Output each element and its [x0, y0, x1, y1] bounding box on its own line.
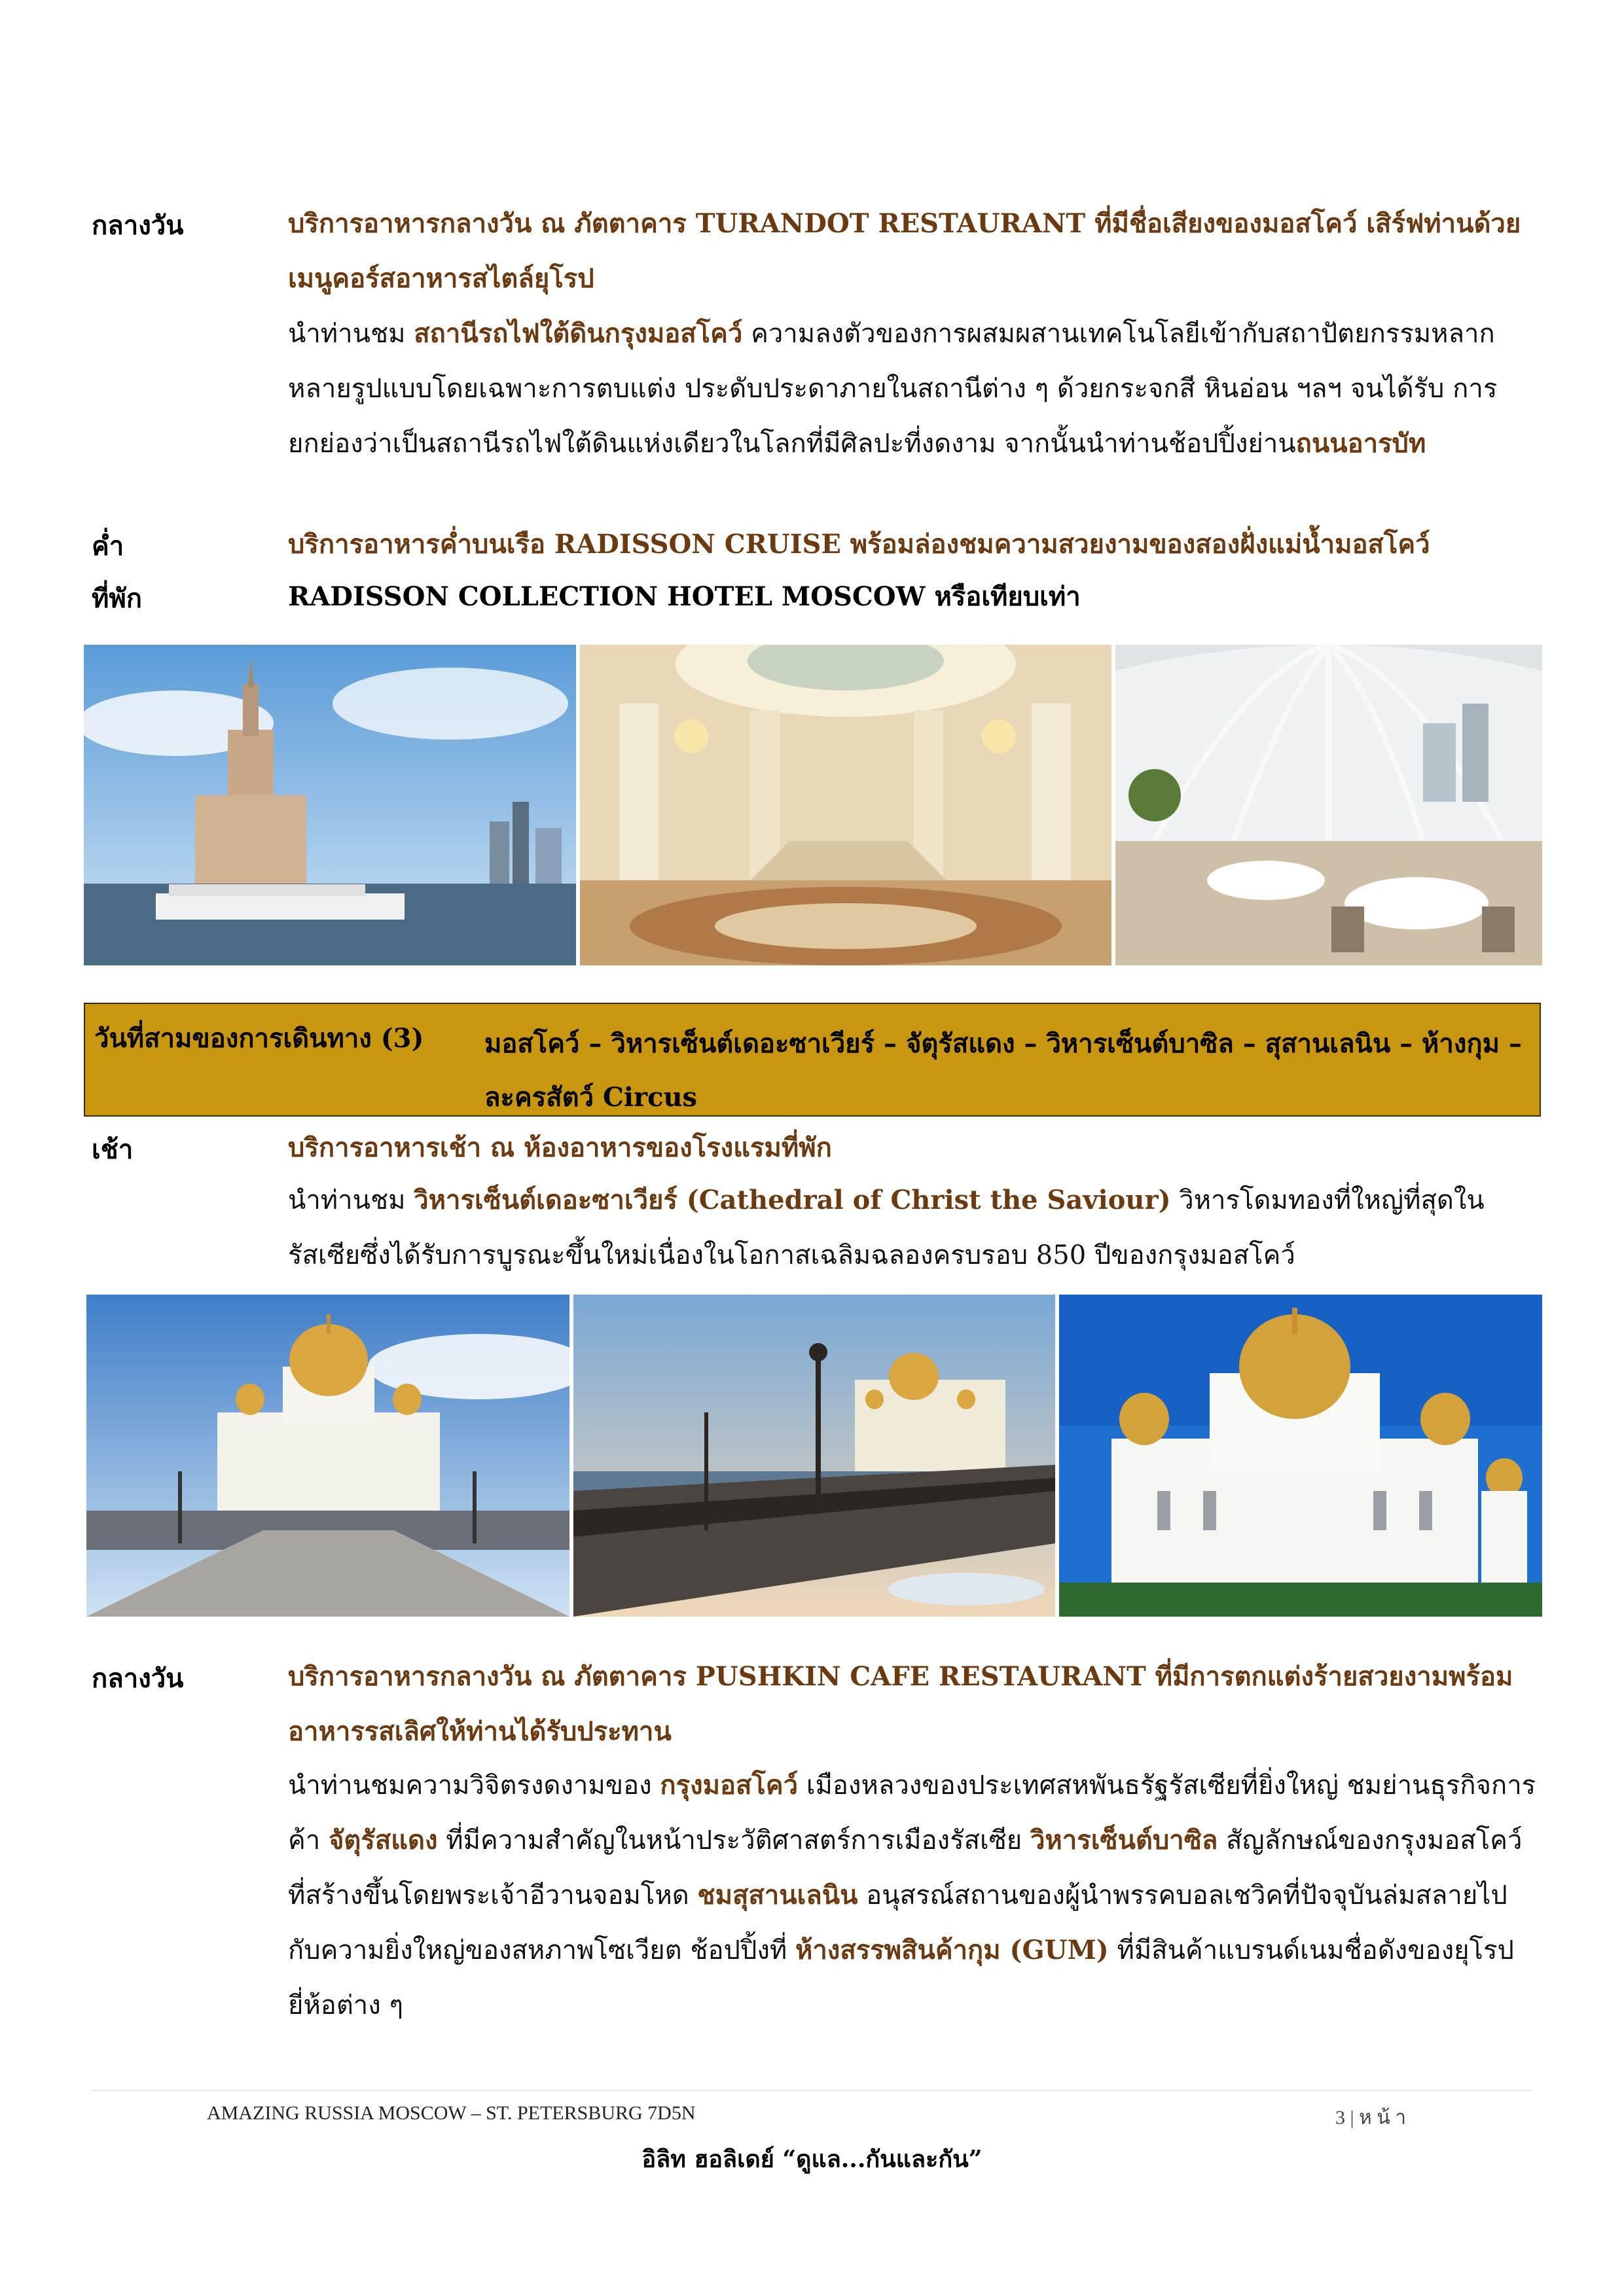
- st-basil-highlight: วิหารเซ็นต์บาซิล: [1030, 1825, 1218, 1856]
- lenin-mausoleum-highlight: ชมสุสานเลนิน: [697, 1880, 858, 1910]
- day3-lunch-label: กลางวัน: [92, 1663, 184, 1694]
- breakfast-description: บริการอาหารเช้า ณ ห้องอาหารของโรงแรมที่พัก: [288, 1132, 832, 1163]
- cathedral-photo-winter: [573, 1295, 1055, 1617]
- day3-header: [84, 1003, 1541, 1117]
- day3-lunch-description: บริการอาหารกลางวัน ณ ภัตตาคาร PUSHKIN CAFE RESTAURANT ที่มีการตกแต่งร้ายสวยงามพร้อมอาหารรสเลิศให้ท่านได้รับประทาน: [288, 1661, 1513, 1747]
- lunch-label: กลางวัน: [92, 210, 184, 241]
- footer-divider: [92, 2090, 1532, 2091]
- hotel-exterior-photo: [84, 645, 576, 965]
- red-square-highlight: จัตุรัสแดง: [328, 1825, 438, 1856]
- hotel-lobby-photo: [580, 645, 1111, 965]
- dinner-label: ค่ำ: [92, 531, 124, 562]
- cathedral-paragraph: นำท่านชม วิหารเซ็นต์เดอะซาเวียร์ (Cathedral of Christ the Saviour) วิหารโดมทองที่ใหญ่ที่สุดในรัสเซียซึ่งได้รับการบูรณะขึ้นใหม่เนื่องในโอกาสเฉลิมฉลองครบรอบ 850 ปีของกรุงมอสโคว์: [288, 1185, 1485, 1270]
- cathedral-highlight: วิหารเซ็นต์เดอะซาเวียร์ (Cathedral of Christ the Saviour): [414, 1185, 1171, 1215]
- cathedral-photo-closeup: [1059, 1295, 1542, 1617]
- breakfast-label: เช้า: [92, 1134, 134, 1165]
- cathedral-photo-bridge: [86, 1295, 569, 1617]
- lunch-description: บริการอาหารกลางวัน ณ ภัตตาคาร TURANDOT RESTAURANT ที่มีชื่อเสียงของมอสโคว์ เสิร์ฟท่านด้วยเมนูคอร์สอาหารสไตล์ยุโรป: [288, 208, 1521, 294]
- dinner-description: บริการอาหารค่ำบนเรือ RADISSON CRUISE พร้อมล่องชมความสวยงามของสองฝั่งแม่น้ำมอสโคว์: [288, 529, 1430, 560]
- metro-visit-paragraph: นำท่านชม สถานีรถไฟใต้ดินกรุงมอสโคว์ ความลงตัวของการผสมผสานเทคโนโลยีเข้ากับสถาปัตยกรรมหลากหลายรูปแบบโดยเฉพาะการตบแต่ง ประดับประดาภายในสถานีต่าง ๆ ด้วยกระจกสี หินอ่อน ฯลฯ จนได้รับ การยกย่องว่าเป็นสถานีรถไฟใต้ดินแห่งเดียวในโลกที่มีศิลปะที่งดงาม จากนั้นนำท่านช้อปปิ้งย่านถนนอารบัท: [288, 318, 1498, 459]
- gum-highlight: ห้างสรรพสินค้ากุม (GUM): [795, 1935, 1109, 1965]
- footer-program-name: AMAZING RUSSIA MOSCOW – ST. PETERSBURG 7D5N: [207, 2102, 696, 2124]
- hotel-description: RADISSON COLLECTION HOTEL MOSCOW หรือเทียบเท่า: [288, 581, 1081, 612]
- moscow-highlight: กรุงมอสโคว์: [660, 1770, 799, 1801]
- day3-header-itinerary: มอสโคว์ – วิหารเซ็นต์เดอะซาเวียร์ – จัตุรัสแดง – วิหารเซ็นต์บาซิล – สุสานเลนิน – ห้างกุม – ละครสัตว์ Circus: [484, 1028, 1522, 1113]
- hotel-label: ที่พัก: [92, 583, 142, 614]
- hotel-restaurant-photo: [1115, 645, 1542, 965]
- footer-company: อิลิท ฮอลิเดย์ “ดูแล...กันและกัน”: [641, 2145, 983, 2173]
- footer-page-number: 3 | ห น้ า: [1335, 2107, 1407, 2128]
- day3-header-title: วันที่สามของการเดินทาง (3): [94, 1023, 424, 1054]
- arbat-street-highlight: ถนนอารบัท: [1295, 428, 1426, 459]
- moscow-tour-paragraph: นำท่านชมความวิจิตรงดงามของ กรุงมอสโคว์ เมืองหลวงของประเทศสหพันธรัฐรัสเซียที่ยิ่งใหญ่ ชมย่านธุรกิจการค้า จัตุรัสแดง ที่มีความสำคัญในหน้าประวัติศาสตร์การเมืองรัสเซีย วิหารเซ็นต์บาซิล สัญลักษณ์ของกรุงมอสโคว์ ที่สร้างขึ้นโดยพระเจ้าอีวานจอมโหด ชมสุสานเลนิน อนุสรณ์สถานของผู้นำพรรคบอลเชวิคที่ปัจจุบันล่มสลายไปกับความยิ่งใหญ่ของสหภาพโซเวียต ช้อปปิ้งที่ ห้างสรรพสินค้ากุม (GUM) ที่มีสินค้าแบรนด์เนมชื่อดังของยุโรปยี่ห้อต่าง ๆ: [288, 1770, 1536, 2020]
- metro-station-highlight: สถานีรถไฟใต้ดินกรุงมอสโคว์: [414, 318, 743, 349]
